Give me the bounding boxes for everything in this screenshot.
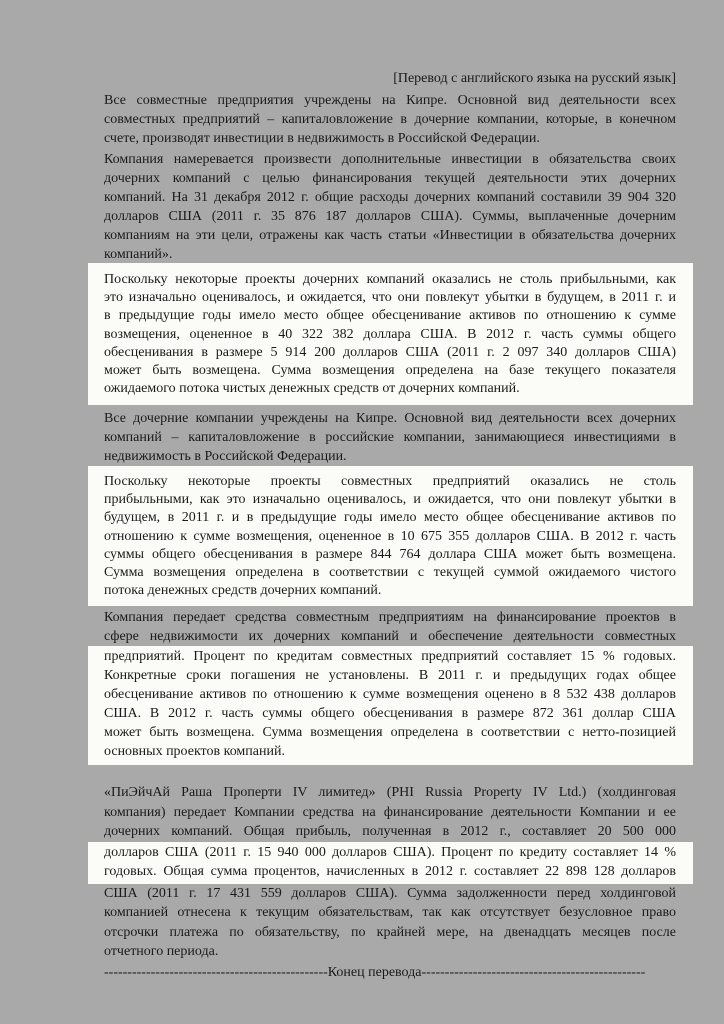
translation-header-note: [Перевод с английского языка на русский язык]	[393, 71, 676, 86]
text-line: компаниям на эти цели, отражены как часть статьи «Инвестиции в обязательства дочерних	[104, 228, 676, 243]
paragraph-6	[104, 608, 676, 765]
highlight-box-1	[88, 263, 693, 405]
text-line: «ПиЭйчАй Раша Проперти IV лимитед» (PHI Russia Property IV Ltd.) (холдинговая	[104, 785, 676, 800]
text-line: Поскольку некоторые проекты дочерних компаний оказались не столь прибыльными, как	[104, 272, 676, 287]
paragraph-1	[104, 91, 676, 148]
text-line: компаний. На 31 декабря 2012 г. общие расходы дочерних компаний составили 39 904 320	[104, 190, 676, 205]
text-line: дочерних компаний. Общая прибыль, полученная в 2012 г., составляет 20 500 000	[104, 824, 676, 839]
text-line: Конкретные сроки погашения не установлены. В 2011 г. и предыдущих годах общее	[104, 668, 676, 683]
text-line: отсрочки платежа по обязательству, по крайней мере, на двенадцать месяцев после	[104, 924, 676, 940]
text-line: годовых. Общая сумма процентов, начисленных в 2012 г. составляет 22 898 128 долларов	[104, 864, 676, 879]
text-line: ожидаемого потока чистых денежных средств от дочерних компаний.	[104, 381, 520, 397]
text-line: обесценивание активов по отношению к сумме возмещения оценено в 8 532 438 долларов	[104, 687, 676, 702]
text-line: Поскольку некоторые проекты совместных предприятий оказались не столь	[104, 474, 676, 489]
text-line: Компания намеревается произвести дополнительные инвестиции в обязательства своих	[104, 152, 676, 167]
end-of-translation-line: ------------------------------------------------Конец перевода------------------------------------------------	[104, 965, 646, 980]
text-line: долларов США (2011 г. 15 940 000 долларов США). Процент по кредиту составляет 14 %	[104, 844, 676, 860]
highlight-box-2	[88, 466, 693, 606]
paragraph-5	[104, 466, 676, 606]
text-line: отношению к сумме возмещения, оцененное в 10 675 355 долларов США. В 2012 г. часть	[104, 528, 676, 544]
paragraph-2	[104, 150, 676, 264]
text-line: Все совместные предприятия учреждены на Кипре. Основной вид деятельности всех	[104, 93, 676, 108]
text-line: недвижимость в Российской Федерации.	[104, 449, 347, 464]
text-line: предприятий. Процент по кредитам совместных предприятий составляет 15 % годовых.	[104, 649, 676, 664]
text-line: суммы общего обесценивания в размере 844 764 доллара США может быть возмещена.	[104, 546, 676, 562]
text-line: может быть возмещена. Сумма возмещения определена в соответствии с нетто-позицией	[104, 725, 676, 740]
text-line: будущем, в 2011 г. и в предыдущие годы имело место общее обесценивание активов по	[104, 510, 676, 526]
text-line: счете, производят инвестиции в недвижимость в Российской Федерации.	[104, 131, 540, 146]
text-line: США. В 2012 г. часть суммы общего обесценивания в размере 872 361 доллар США	[104, 706, 676, 721]
text-line: потока денежных средств дочерних компаний.	[104, 583, 382, 599]
paragraph-3	[104, 263, 676, 405]
paragraph-7	[104, 783, 676, 962]
text-line: совместных предприятий – капиталовложение в дочерние компании, которые, в конечном	[104, 112, 676, 127]
text-line: компания) передает Компании средства на финансирование деятельности Компании и ее	[104, 804, 676, 820]
text-line: основных проектов компаний.	[104, 744, 285, 759]
footer-block	[104, 963, 676, 982]
highlight-box-3	[88, 646, 693, 765]
text-line: США (2011 г. 17 431 559 долларов США). Сумма задолженности перед холдинговой	[104, 885, 676, 901]
text-line: дочерних компаний с целью финансирования текущей деятельности этих дочерних	[104, 171, 676, 186]
text-line: в предыдущие годы имело место общее обесценивание активов по отношению к сумме	[104, 308, 676, 324]
paragraph-4	[104, 409, 676, 466]
text-line: Компания передает средства совместным предприятиям на финансирование проектов в	[104, 610, 676, 625]
text-line: Сумма возмещения определена в соответствии с текущей суммой ожидаемого чистого	[104, 564, 676, 580]
text-line: может быть возмещена. Сумма возмещения определена на базе текущего показателя	[104, 362, 676, 378]
text-line: сфере недвижимости их дочерних компаний и обеспечение деятельности совместных	[104, 629, 676, 644]
text-line: компаний».	[104, 247, 173, 262]
text-line: компаний – капиталовложение в российские компании, занимающиеся инвестициями в	[104, 430, 676, 445]
text-line: долларов США (2011 г. 35 876 187 долларов США). Суммы, выплаченные дочерним	[104, 209, 676, 224]
text-line: Все дочерние компании учреждены на Кипре. Основной вид деятельности всех дочерних	[104, 411, 676, 426]
text-line: это изначально оценивалось, и ожидается, что они повлекут убытки в будущем, в 2011 г. и	[104, 290, 676, 306]
text-line: обесценивания в размере 5 914 200 долларов США (2011 г. 2 097 340 долларов США)	[104, 344, 676, 360]
highlight-box-4	[88, 842, 693, 884]
text-line: отчетного периода.	[104, 944, 219, 959]
text-line: возмещения, оцененное в 40 322 382 доллара США. В 2012 г. часть суммы общего	[104, 326, 676, 342]
text-line: компанией отнесена к текущим обязательствам, так как отсутствует безусловное право	[104, 905, 676, 920]
header-note-block	[104, 69, 676, 88]
text-line: прибыльными, как это изначально оценивалось, и ожидается, что они повлекут убытки в	[104, 492, 676, 508]
